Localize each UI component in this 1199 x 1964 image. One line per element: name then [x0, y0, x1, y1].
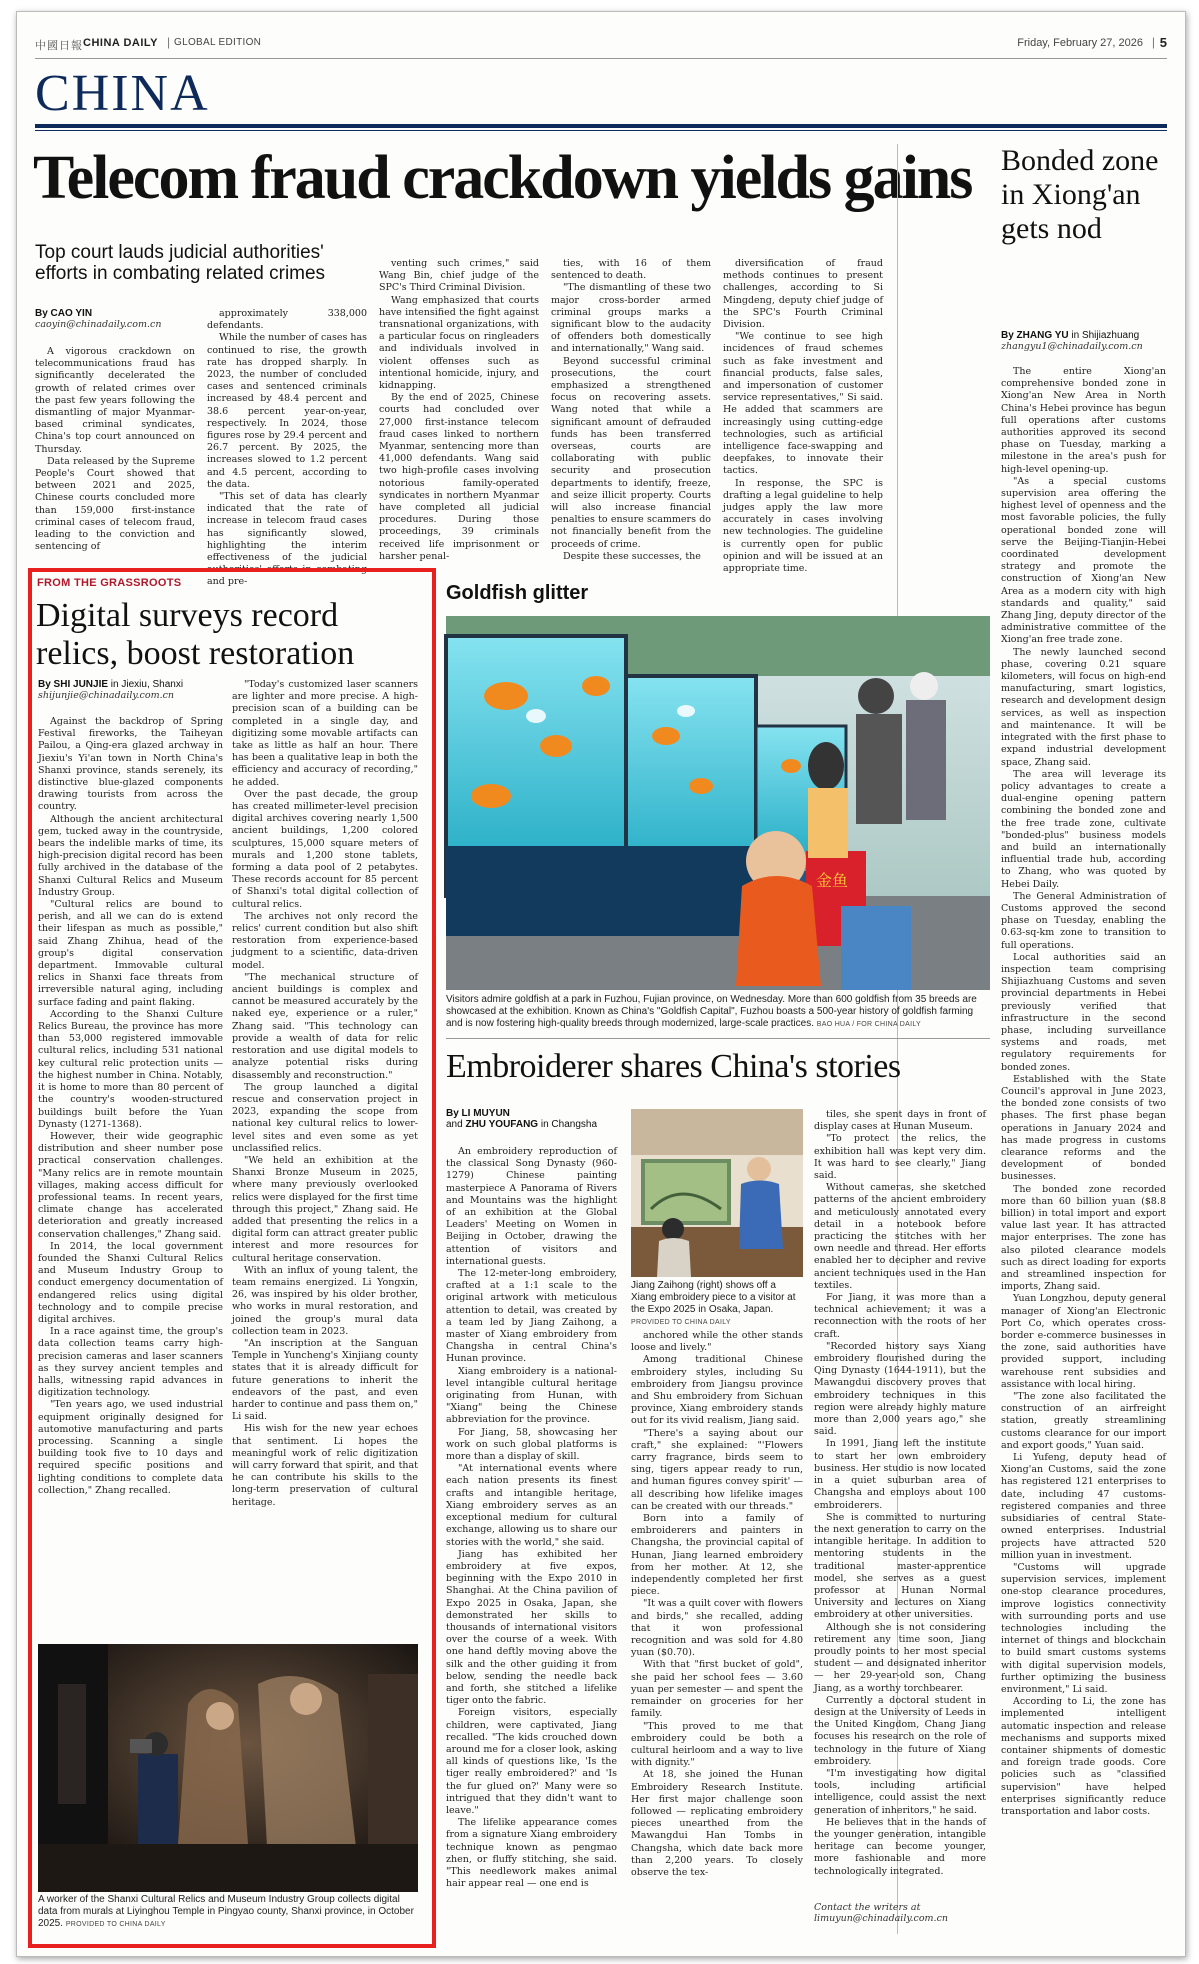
paragraph: While the number of cases has continued to rise, the growth rate has dropped sharply. In 2023, the number of concluded cases and sentenced criminals increased by 48.4 percent and 38.6 percent year-on-year, respectively. In 2024, those figures rose by 29.4 percent and 26.7 percent. By 2025, the increases slowed to 1.2 percent and 4.5 percent, according to the data.	[207, 332, 367, 490]
paragraph: She is committed to nurturing the next generation to carry on the intangible heritage. In addition to mentoring students in the traditional master-apprentice model, she serves as a guest professor at Hunan Normal University and lectures on Xiang embroidery at other universities.	[814, 1511, 986, 1621]
embroider-byline-and: and	[446, 1119, 466, 1130]
paragraph: "As a special customs supervision area offering the highest level of openness and the most favorable policies, the fully operational bonded zone will serve the Beijing-Tianjin-Hebei coordinated development strategy and promote the construction of Xiong'an New Area as a modern city with high standards and quality," said Zhang Jing, deputy director of the administrative committee of the Xiong'an free trade zone.	[1001, 475, 1166, 646]
paragraph: "The mechanical structure of ancient buildings is complex and cannot be measured accurately by the naked eye, experience or a ruler," Zhang said. "This technology can provide a wealth of data for relic restoration and use digital models to analyze potential risks during disassembly and reconstruction."	[232, 971, 418, 1081]
bonded-byline-name: By ZHANG YU	[1001, 330, 1069, 341]
embroider-headline: Embroiderer shares China's stories	[446, 1048, 901, 1085]
paragraph: Wang emphasized that courts have intensified the fight against transnational organizations, with a particular focus on ringleaders and individuals involved in violent offenses such as intentional homicide, injury, and kidnapping.	[379, 294, 539, 392]
paragraph: With an influx of young talent, the team remains energized. Li Yongxin, 26, was inspired by his older brother, who works in mural restoration, and joined the group's mural data collection team in 2023.	[232, 1264, 418, 1337]
paragraph: For Jiang, it was more than a technical achievement; it was a reconnection with the roots of her craft.	[814, 1292, 986, 1340]
paragraph: "I'm investigating how digital tools, including artificial intelligence, could assist the next generation of inheritors," he said.	[814, 1767, 986, 1816]
grassroots-byline-name: By SHI JUNJIE	[38, 679, 109, 690]
paragraph: Against the backdrop of Spring Festival fireworks, the Taiheyan Pailou, a Qing-era glazed archway in Jiexiu's Yi'an town in North China's Shanxi province, stands serenely, its distinctive blue-glazed components drawing tourists from across the country.	[38, 716, 223, 813]
embroider-contact	[814, 1902, 986, 1924]
paragraph: A vigorous crackdown on telecommunications fraud has significantly decelerated the growth of related crimes over the past few years following the dismantling of major Myanmar-based criminal syndicates, China's top court announced on Thursday.	[35, 346, 195, 455]
grassroots-kicker: FROM THE GRASSROOTS	[37, 577, 182, 589]
paragraph: Xiang embroidery is a national-level intangible cultural heritage originating from Hunan, with "Xiang" being the Chinese abbreviation for the province.	[446, 1365, 617, 1426]
paragraph: "At international events where each nation presents its finest crafts and intangible heritage, Xiang embroidery serves as an exceptional medium for cultural exchange, allowing us to share our stories with the world," she said.	[446, 1463, 617, 1548]
header-rule	[35, 58, 1167, 59]
paragraph: "An inscription at the Sanguan Temple in Yuncheng's Xinjiang county states that it is already difficult for future generations to inherit the endeavors of the past, and even harder to continue and pass them on," Li said.	[232, 1337, 418, 1423]
embroider-credit: PROVIDED TO CHINA DAILY	[631, 1319, 731, 1326]
paragraph: The newly launched second phase, covering 0.21 square kilometers, will focus on high-end manufacturing, smart logistics, research and development design services, as well as inspection and maintenance. It will be integrated with the first phase to expand industrial development space, Zhang said.	[1001, 646, 1166, 768]
paragraph: The group launched a digital rescue and conservation project in 2023, expanding the scope from national key cultural relics to lower-level sites and even some as yet unclassified relics.	[232, 1081, 418, 1154]
paragraph: approximately 338,000 defendants.	[207, 308, 367, 332]
paragraph: Li Yufeng, deputy head of Xiong'an Customs, said the zone has registered 121 enterprises to date, including 47 customs-registered companies and three subsidiaries of central State-owned enterprises. Industrial projects have attracted 520 million yuan in investment.	[1001, 1452, 1166, 1561]
goldfish-caption	[446, 994, 990, 1031]
date-line: Friday, February 27, 2026	[1017, 37, 1143, 49]
goldfish-caption-text: Visitors admire goldfish at a park in Fuzhou, Fujian province, on Wednesday. More than 600 goldfish from 35 breeds are showcased at the exhibition. Known as China's "Goldfish Capital", Fuzhou boasts a 500-year history of goldfish farming and is now fostering high-quality breeds through modernized, large-scale practices.	[446, 994, 977, 1029]
goldfish-illustration	[446, 616, 990, 990]
paragraph: "This set of data has clearly indicated that the rate of increase in telecom fraud cases has significantly slowed, highlighting the interim effectiveness of the judicial authorities' efforts in combating and pre-	[207, 491, 367, 588]
paragraph: Foreign visitors, especially children, were captivated, Jiang recalled. "The kids crouched down around me for a closer look, asking all kinds of questions like, 'Is the tiger really embroidered?' and 'Is the fur glued on?' Many were so intrigued that they didn't want to leave."	[446, 1707, 617, 1816]
lead-subhead: Top court lauds judicial authorities' efforts in combating related crimes	[35, 242, 326, 284]
lead-col-3	[379, 258, 539, 562]
paragraph: The lifelike appearance comes from a signature Xiang embroidery technique known as pengmao zhen, or fluffy stitching, she said. "This needlework makes animal hair appear real — one end is	[446, 1817, 617, 1890]
paragraph: ties, with 16 of them sentenced to death.	[551, 258, 711, 282]
section-rule-thin	[35, 130, 1167, 131]
date-divider: |	[1151, 35, 1155, 49]
paragraph: "There's a saying about our craft," she explained: "'Flowers carry fragrance, birds seem to sing, tigers appear ready to run, and human figures convey spirit' — all describing how lifelike images can be created with our threads."	[631, 1427, 803, 1512]
paragraph: In 2014, the local government founded the Shanxi Cultural Relics and Museum Industry Group to conduct emergency documentation of endangered relics using digital technology and to compile precise digital archives.	[38, 1240, 223, 1325]
paragraph: According to Li, the zone has implemented intelligent automatic inspection and release mechanisms and supports mixed container shipments of domestic and foreign trade goods. Core policies such as "classified supervision" have helped enterprises significantly reduce transportation and labor costs.	[1001, 1696, 1166, 1817]
paragraph: "Today's customized laser scanners are lighter and more precise. A high-precision scan of a building can be completed in a single day, and digitizing some movable artifacts can take as little as half an hour. There has been a qualitative leap in both the efficiency and accuracy of recording," he added.	[232, 679, 418, 788]
embroider-col-1	[446, 1146, 617, 1936]
paragraph: Over the past decade, the group has created millimeter-level precision digital archives covering nearly 1,500 ancient buildings, 1,200 colored sculptures, 15,000 square meters of murals and 1,200 stone tablets, forming a data pool of 2 petabytes. These records account for 85 percent of Shanxi's total digital collection of cultural relics.	[232, 788, 418, 910]
embroider-col-3	[814, 1109, 986, 1889]
paragraph: Although she is not considering retirement any time soon, Jiang proudly points to her most special student — and designated inheritor — her 29-year-old son, Chang Jiang, as a worthy torchbearer.	[814, 1621, 986, 1694]
bonded-email: zhangyu1@chinadaily.com.cn	[1001, 341, 1143, 352]
embroider-contact-email: limuyun@chinadaily.com.cn	[814, 1913, 949, 1924]
grassroots-byline-loc: in Jiexiu, Shanxi	[108, 679, 184, 690]
embroider-caption-text: Jiang Zaihong (right) shows off a Xiang embroidery piece to a visitor at the Expo 2025 in Osaka, Japan.	[631, 1280, 796, 1315]
goldfish-headline: Goldfish glitter	[446, 582, 589, 604]
paragraph: An embroidery reproduction of the classical Song Dynasty (960-1279) Chinese painting masterpiece A Panorama of Rivers and Mountains was the highlight of an exhibition at the Global Leaders' Meeting on Women in Beijing in October, drawing the attention of visitors and international guests.	[446, 1146, 617, 1267]
paragraph: "Ten years ago, we used industrial equipment originally designed for automotive manufacturing and parts processing. Scanning a single building took five to 10 days and required specific positions and lighting conditions to complete data collection," Zhang recalled.	[38, 1399, 223, 1496]
goldfish-credit: BAO HUA / FOR CHINA DAILY	[816, 1021, 921, 1028]
paragraph: He believes that in the hands of the younger generation, intangible heritage can become younger, more fashionable and more technologically integrated.	[814, 1816, 986, 1877]
bonded-byline-loc: in Shijiazhuang	[1068, 330, 1140, 341]
lead-col-2	[207, 308, 367, 588]
embroider-contact-label: Contact the writers at	[814, 1902, 921, 1913]
paragraph: "The zone also facilitated the construction of an airfreight station, greatly streamlining customs clearance for our import and export goods," Yuan said.	[1001, 1391, 1166, 1451]
paragraph: "Customs will upgrade supervision services, implement one-stop clearance procedures, improve logistics connectivity with surrounding ports and use technologies including the internet of things and blockchain to build smart customs systems with digital supervision models, further optimizing the business environment," Li said.	[1001, 1561, 1166, 1695]
mural-photo-caption	[38, 1894, 418, 1931]
embroider-illustration	[631, 1109, 803, 1277]
mural-caption-text: A worker of the Shanxi Cultural Relics and Museum Industry Group collects digital data from murals at Liyinghou Temple in Pingyao county, Shanxi province, in October 2025.	[38, 1894, 414, 1929]
mural-credit: PROVIDED TO CHINA DAILY	[65, 1921, 166, 1928]
section-rule-thick	[35, 124, 1167, 128]
paragraph: "We held an exhibition at the Shanxi Bronze Museum in 2025, where many previously overlooked relics were displayed for the first time through this project," Zhang said. He added that presenting the relics in a digital form can attract greater public interest and more resources for cultural heritage conservation.	[232, 1154, 418, 1264]
lead-headline: Telecom fraud crackdown yields gains	[33, 144, 972, 212]
grassroots-email: shijunjie@chinadaily.com.cn	[38, 690, 175, 701]
mural-scan-photo	[38, 1644, 418, 1892]
paragraph: anchored while the other stands loose and lively."	[631, 1330, 803, 1354]
paragraph: The area will leverage its policy advantages to create a dual-engine opening pattern combining the bonded zone and the free trade zone, cultivate "bonded-plus" business models and build an internationally influential trade hub, according to Zhang, who was quoted by Hebei Daily.	[1001, 768, 1166, 890]
paragraph: In response, the SPC is drafting a legal guideline to help judges apply the law more accurately in cases involving new technologies. The guideline is currently open for public opinion and will be issued at an appropriate time.	[723, 477, 883, 575]
embroider-photo-caption	[631, 1280, 803, 1329]
lead-col-4	[551, 258, 711, 562]
edition-label: GLOBAL EDITION	[174, 37, 262, 48]
paragraph: The entire Xiong'an comprehensive bonded zone in Xiong'an New Area in North China's Hebei province has begun full operations after customs authorities approved its second phase on Tuesday, marking a milestone in the area's push for high-level opening-up.	[1001, 366, 1166, 475]
paragraph: Data released by the Supreme People's Court showed that between 2021 and 2025, Chinese courts concluded more than 159,000 first-instance criminal cases of telecom fraud, leading to the conviction and sentencing of	[35, 455, 195, 553]
paragraph: According to the Shanxi Culture Relics Bureau, the province has more than 53,000 registered immovable cultural relics, including 531 national key cultural relic protection units — the highest number in China. Notably, it is home to more than 80 percent of the country's wooden-structured buildings built before the Yuan Dynasty (1271-1368).	[38, 1008, 223, 1130]
paragraph: Born into a family of embroiderers and painters in Changsha, the provincial capital of Hunan, Jiang learned embroidery from her mother. At 12, she independently completed her first piece.	[631, 1513, 803, 1598]
newspaper-page	[16, 11, 1186, 1957]
paragraph: The bonded zone recorded more than 60 billion yuan ($8.8 billion) in total import and export value last year. It has attracted major enterprises. The zone has also piloted clearance models such as direct loading for exports and streamlined inspection for imports, Zhang said.	[1001, 1183, 1166, 1293]
paragraph: "We continue to see high incidences of fraud schemes such as fake investment and financial products, false sales, and impersonation of customer service representatives," Si said. He added that scammers are increasingly using cutting-edge technologies, such as artificial intelligence face-swapping and deepfakes, to innovate their tactics.	[723, 331, 883, 477]
embroider-byline-loc: in Changsha	[538, 1119, 598, 1130]
bonded-byline-block	[1001, 330, 1166, 352]
lead-byline: By CAO YIN	[35, 308, 93, 319]
paragraph: However, their wide geographic distribution and sheer number pose practical conservation challenges. "Many relics are in remote mountain villages, making access difficult for professional teams. In recent years, climate change has accelerated deterioration and greatly increased conservation challenges," Zhang said.	[38, 1130, 223, 1240]
masthead-divider: |	[167, 35, 171, 49]
paragraph: In a race against time, the group's data collection teams carry high-precision cameras and laser scanners as they survey ancient temples and halls, witnessing rapid advances in digitization technology.	[38, 1326, 223, 1399]
paragraph: At 18, she joined the Hunan Embroidery Research Institute. Her first major challenge soon followed — replicating embroidery pieces unearthed from the Mawangdui Han Tombs in Changsha, which date back more than 2,200 years. To closely observe the tex-	[631, 1769, 803, 1878]
bonded-body	[1001, 366, 1166, 1940]
lead-col-5	[723, 258, 883, 575]
paragraph: "Cultural relics are bound to perish, and all we can do is extend their lifespan as much as possible," said Zhang Zhihua, head of the group's digital conservation department. Immovable cultural relics in Shanxi face threats from irreversible natural aging, including surface fading and paint flaking.	[38, 899, 223, 1008]
embroider-byline-name-2: ZHU YOUFANG	[465, 1119, 539, 1130]
paragraph: Without cameras, she sketched patterns of the ancient embroidery and meticulously annotated every detail in a notebook before practicing the stitches with her own needle and thread. Her efforts enabled her to decipher and revive ancient techniques used in the Han textiles.	[814, 1182, 986, 1291]
paragraph: Although the ancient architectural gem, tucked away in the countryside, bears the indelible marks of time, its high-precision digital record has been fully archived in the database of the Shanxi Cultural Relics and Museum Industry Group.	[38, 813, 223, 898]
lead-byline-block	[35, 308, 195, 330]
paragraph: Among traditional Chinese embroidery styles, including Su embroidery from Jiangsu province and Shu embroidery from Sichuan province, Xiang embroidery stands out for its vivid realism, Jiang said.	[631, 1354, 803, 1427]
bonded-headline: Bonded zone in Xiong'an gets nod	[1001, 144, 1159, 245]
lead-email: caoyin@chinadaily.com.cn	[35, 319, 162, 330]
paragraph: In 1991, Jiang left the institute to start her own embroidery business. Her studio is now located in a quiet suburban area of Changsha and employs about 100 embroiderers.	[814, 1438, 986, 1511]
paragraph: "This proved to me that embroidery could be both a cultural heirloom and a way to live with dignity."	[631, 1720, 803, 1769]
paragraph: Currently a doctoral student in design at the University of Leeds in the United Kingdom, Chang Jiang focuses his research on the role of technology in the future of Xiang embroidery.	[814, 1694, 986, 1767]
paragraph: By the end of 2025, Chinese courts had concluded over 27,000 first-instance telecom fraud cases linked to northern Myanmar, sentencing more than 41,000 defendants. Wang said two high-profile cases involving notorious family-operated syndicates in northern Myanmar have completed all judicial procedures. During those proceedings, 39 criminals received life imprisonment or harsher penal-	[379, 392, 539, 562]
grassroots-col-2	[232, 679, 418, 1636]
grassroots-headline: Digital surveys record relics, boost restoration	[36, 597, 355, 672]
lead-col-1	[35, 346, 195, 553]
bonded-byline	[1001, 330, 1166, 341]
paragraph: Despite these successes, the	[563, 550, 701, 562]
embroider-col-2	[631, 1330, 803, 1936]
grassroots-byline-block	[38, 679, 218, 701]
goldfish-photo	[446, 616, 990, 990]
publication-name: CHINA DAILY	[83, 37, 158, 49]
page-number: 5	[1159, 35, 1167, 50]
paragraph: tiles, she spent days in front of display cases at Hunan Museum.	[814, 1109, 986, 1133]
paragraph: Established with the State Council's approval in June 2023, the bonded zone consists of two phases. The first phase began operations in January 2024 and has made progress in customs clearance reforms and the development of bonded businesses.	[1001, 1073, 1166, 1183]
paragraph: "It was a quilt cover with flowers and birds," she recalled, adding that it won professional recognition and was sold for 4.80 yuan ($0.70).	[631, 1598, 803, 1659]
paragraph: Beyond successful criminal prosecutions, the court emphasized a strengthened focus on recovering assets. Wang noted that while a significant amount of defrauded funds has been transferred overseas, courts are collaborating with public security and prosecution departments to identify, freeze, and seize illicit property. Courts will also increase financial penalties to ensure scammers do not financially benefit from the proceeds of crime.	[551, 355, 711, 550]
paragraph: The archives not only record the relics' current condition but also shift restoration from experience-based judgment to a scientific, data-driven model.	[232, 910, 418, 971]
paragraph: Local authorities said an inspection team comprising Shijiazhuang Customs and seven provincial departments in Hebei previously verified that infrastructure in the second phase, including surveillance systems and roads, met regulatory requirements for bonded zones.	[1001, 951, 1166, 1073]
paragraph: Yuan Longzhou, deputy general manager of Xiong'an Electronic Port Co, which operates cross-border e-commerce businesses in the zone, said authorities have provided support, including warehouse rent subsidies and assistance with local hiring.	[1001, 1293, 1166, 1390]
embroider-byline-block	[446, 1108, 616, 1130]
grassroots-byline	[38, 679, 218, 690]
goldfish-sign: 金鱼	[816, 871, 849, 890]
embroider-photo	[631, 1109, 803, 1277]
paragraph: The General Administration of Customs approved the second phase on Tuesday, enabling the 0.63-sq-km zone to transition to full operations.	[1001, 890, 1166, 951]
paragraph: For Jiang, 58, showcasing her work on such global platforms is more than a display of skill.	[446, 1426, 617, 1463]
paragraph: "To protect the relics, the exhibition hall was kept very dim. It was hard to see clearly," Jiang said.	[814, 1133, 986, 1182]
paragraph: "The dismantling of these two major cross-border armed criminal groups marks a significant blow to the audacity of offenders both domestically and internationally," Wang said.	[551, 282, 711, 355]
paragraph: His wish for the new year echoes that sentiment. Li hopes the meaningful work of relic digitization will carry forward that spirit, and that he can contribute his skills to the long-term preservation of cultural heritage.	[232, 1423, 418, 1508]
paragraph: venting such crimes," said Wang Bin, chief judge of the SPC's Third Criminal Division.	[379, 258, 539, 294]
embroider-byline-1: By LI MUYUN	[446, 1108, 510, 1119]
grassroots-col-1	[38, 716, 223, 1636]
paragraph: diversification of fraud methods continues to present challenges, according to Si Mingdeng, deputy chief judge of the SPC's Fourth Criminal Division.	[723, 258, 883, 331]
paragraph: "Recorded history says Xiang embroidery flourished during the Qing Dynasty (1644-1911), but the Mawangdui discovery proves that embroidery techniques in this region were already highly mature more than 2,000 years ago," she said.	[814, 1340, 986, 1438]
paragraph: The 12-meter-long embroidery, crafted at a 1:1 scale to the original artwork with meticulous attention to detail, was created by a team led by Jiang Zaihong, a master of Xiang embroidery from Changsha in central China's Hunan province.	[446, 1268, 617, 1365]
paragraph: Jiang has exhibited her embroidery at five expos, beginning with the Expo 2010 in Shanghai. At the China pavilion of Expo 2025 in Osaka, Japan, she demonstrated her skills to thousands of international visitors over the course of a week. With one hand deftly moving above the silk and the other guiding it from below, sending the needle back and forth, she stitched a lifelike tiger onto the fabric.	[446, 1548, 617, 1707]
mural-scan-illustration	[38, 1644, 418, 1892]
paragraph: With that "first bucket of gold", she paid her school fees — 3.60 yuan per semester — and spent the remainder on groceries for her family.	[631, 1659, 803, 1720]
section-title: CHINA	[35, 65, 210, 122]
embroider-byline-2	[446, 1119, 616, 1130]
masthead-logo-cn: 中國日報	[35, 40, 83, 52]
embroider-rule	[446, 1038, 990, 1039]
